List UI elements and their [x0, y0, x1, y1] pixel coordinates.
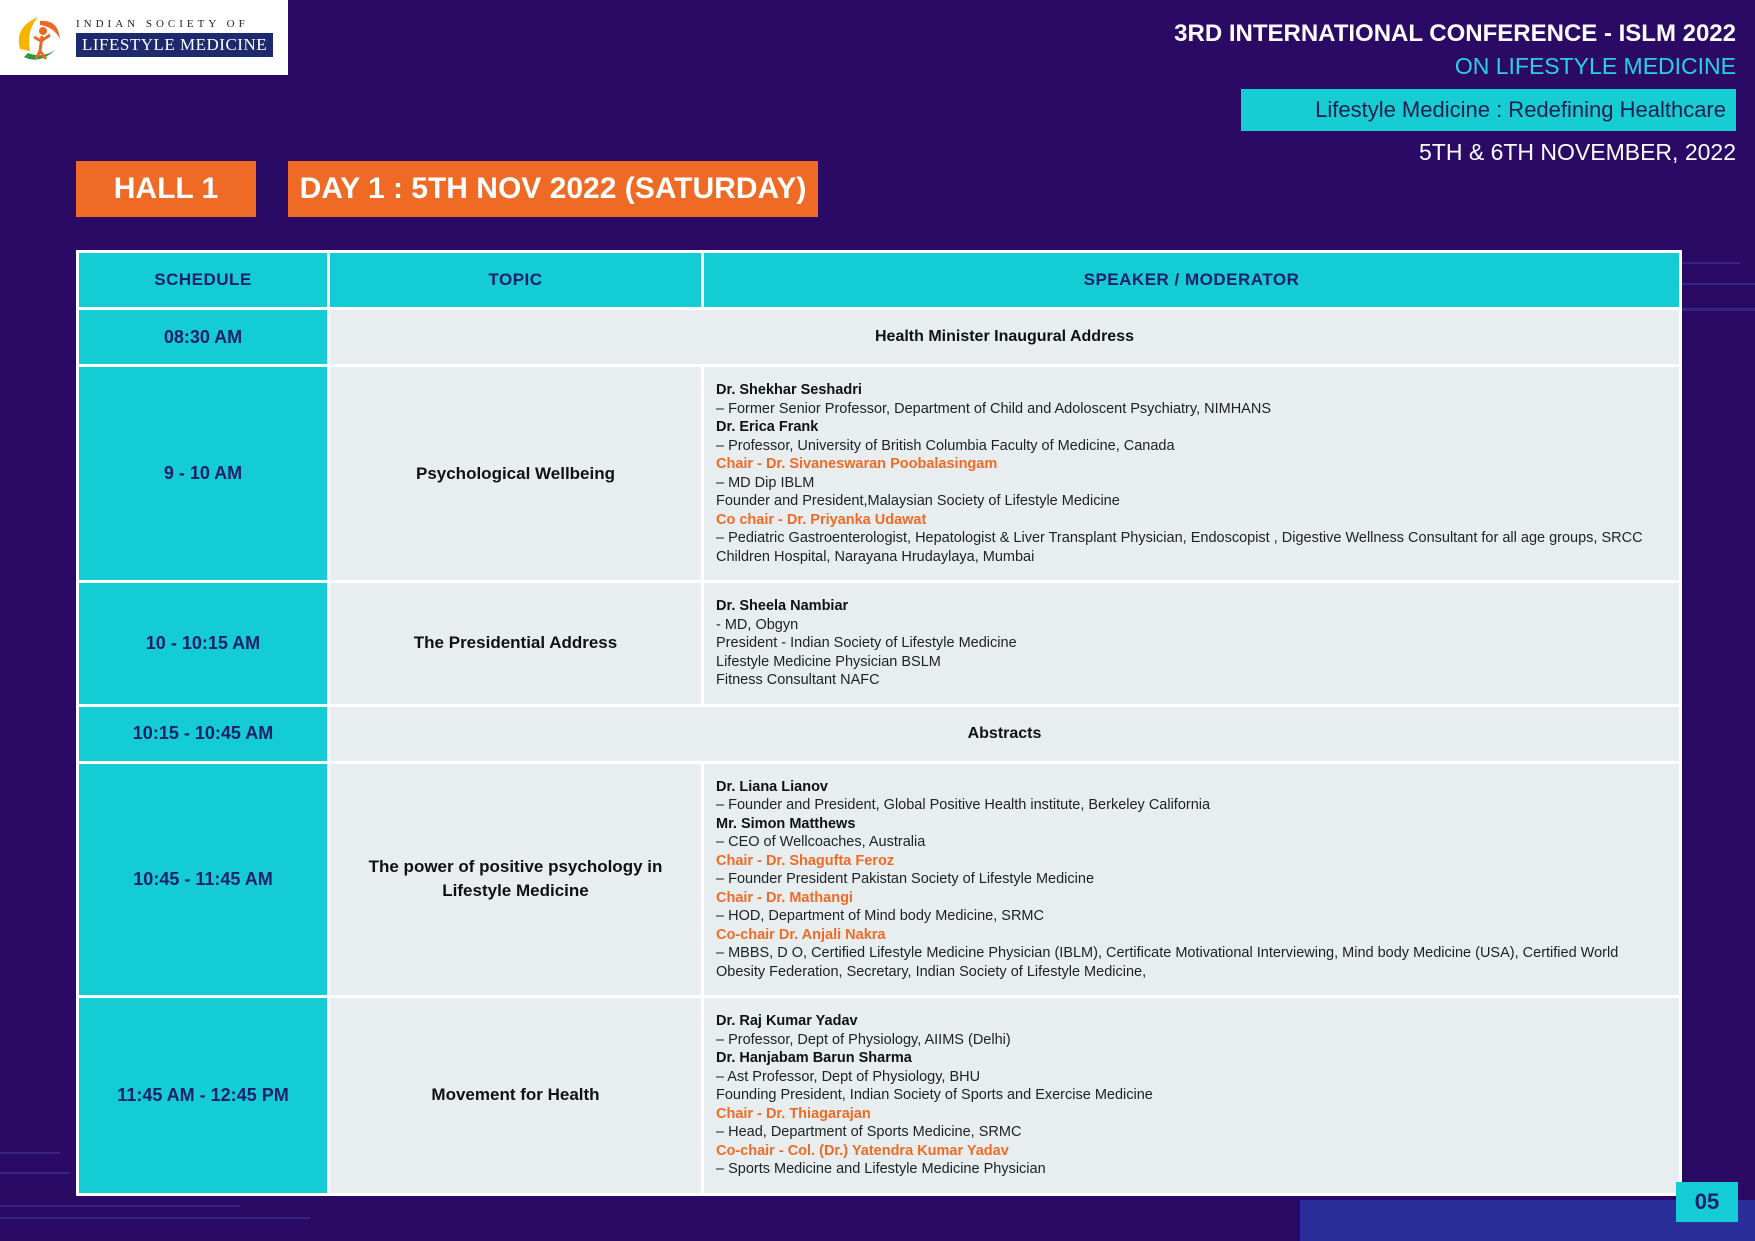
schedule-table: [76, 250, 1682, 1196]
speaker-detail: Founder and President,Malaysian Society of Lifestyle Medicine: [716, 493, 1120, 509]
speaker-detail: – CEO of Wellcoaches, Australia: [716, 834, 926, 850]
speaker-name: Dr. Raj Kumar Yadav: [716, 1013, 858, 1029]
session-title: Health Minister Inaugural Address: [329, 309, 1681, 366]
speaker-detail: – MD Dip IBLM: [716, 474, 815, 491]
speaker-list: [703, 366, 1681, 582]
background-stripe: [0, 1152, 60, 1154]
speaker-name: Dr. Erica Frank: [716, 419, 819, 435]
page-number: 05: [1676, 1182, 1738, 1222]
schedule-time: 10 - 10:15 AM: [78, 582, 329, 706]
background-stripe: [1680, 308, 1755, 311]
background-stripe: [0, 1217, 310, 1219]
speaker-detail: – Former Senior Professor, Department of Child and Adoloscent Psychiatry, NIMHANS: [716, 400, 1271, 417]
chair-name: Co-chair Dr. Anjali Nakra: [716, 926, 886, 943]
speaker-list: [703, 997, 1681, 1195]
table-header-row: [78, 252, 1681, 309]
schedule-body: [78, 309, 1681, 1195]
speaker-detail: – HOD, Department of Mind body Medicine, SRMC: [716, 908, 1044, 924]
speaker-detail: – Sports Medicine and Lifestyle Medicine Physician: [716, 1161, 1046, 1177]
speaker-detail: – Professor, University of British Columbia Faculty of Medicine, Canada: [716, 437, 1175, 454]
chair-name: Chair - Dr. Mathangi: [716, 889, 853, 906]
table-row: [78, 582, 1681, 706]
speaker-detail: Lifestyle Medicine Physician BSLM: [716, 653, 941, 670]
table-row: [78, 997, 1681, 1195]
speaker-detail: – Ast Professor, Dept of Physiology, BHU: [716, 1068, 981, 1085]
logo: [0, 0, 288, 75]
chair-name: Co chair - Dr. Priyanka Udawat: [716, 511, 927, 528]
background-stripe: [1680, 262, 1740, 264]
speaker-detail: President - Indian Society of Lifestyle Medicine: [716, 635, 1017, 651]
tagline-text: Lifestyle Medicine : Redefining Healthcare: [1315, 97, 1726, 122]
speaker-detail: - MD, Obgyn: [716, 616, 799, 633]
hall-badge: HALL 1: [76, 161, 256, 217]
tagline-banner: [1241, 89, 1736, 131]
speaker-name: Dr. Liana Lianov: [716, 778, 828, 795]
session-title: Abstracts: [329, 705, 1681, 762]
background-stripe: [0, 1172, 70, 1174]
chair-name: Co-chair - Col. (Dr.) Yatendra Kumar Yadav: [716, 1142, 1009, 1159]
session-topic: The power of positive psychology in Lifestyle Medicine: [329, 762, 703, 997]
session-topic: The Presidential Address: [329, 582, 703, 706]
logo-top-text: INDIAN SOCIETY OF: [76, 18, 249, 30]
speaker-detail: Fitness Consultant NAFC: [716, 672, 880, 688]
chair-name: Chair - Dr. Shagufta Feroz: [716, 852, 895, 869]
schedule-time: 11:45 AM - 12:45 PM: [78, 997, 329, 1195]
speaker-name: Dr. Sheela Nambiar: [716, 598, 849, 614]
day-badge: DAY 1 : 5TH NOV 2022 (SATURDAY): [288, 161, 818, 217]
speaker-detail: – MBBS, D O, Certified Lifestyle Medicine Physician (IBLM), Certificate Motivational Interviewing, Mind body Medicine (USA), Certified World Obesity Federation, Secretary, Indian Society of Lifestyle Medicine,: [716, 945, 1619, 980]
table-row: [78, 309, 1681, 366]
speaker-name: Dr. Hanjabam Barun Sharma: [716, 1050, 912, 1066]
speaker-detail: – Founder President Pakistan Society of Lifestyle Medicine: [716, 871, 1095, 887]
speaker-detail: – Professor, Dept of Physiology, AIIMS (Delhi): [716, 1031, 1011, 1048]
logo-bottom-text: LIFESTYLE MEDICINE: [76, 33, 273, 57]
schedule-time: 08:30 AM: [78, 309, 329, 366]
schedule-time: 10:45 - 11:45 AM: [78, 762, 329, 997]
conference-title: 3RD INTERNATIONAL CONFERENCE - ISLM 2022: [1174, 20, 1736, 47]
speaker-detail: Founding President, Indian Society of Sports and Exercise Medicine: [716, 1087, 1153, 1103]
speaker-list: [703, 582, 1681, 706]
background-stripe: [0, 1205, 240, 1207]
speaker-detail: – Head, Department of Sports Medicine, SRMC: [716, 1124, 1022, 1140]
table-row: [78, 705, 1681, 762]
chair-name: Chair - Dr. Thiagarajan: [716, 1105, 871, 1122]
speaker-name: Dr. Shekhar Seshadri: [716, 382, 862, 398]
header-schedule: SCHEDULE: [78, 252, 329, 309]
conference-subtitle: ON LIFESTYLE MEDICINE: [1454, 53, 1736, 79]
table-row: [78, 762, 1681, 997]
background-stripe: [1680, 283, 1755, 285]
speaker-list: [703, 762, 1681, 997]
chair-name: Chair - Dr. Sivaneswaran Poobalasingam: [716, 456, 998, 472]
session-topic: Psychological Wellbeing: [329, 366, 703, 582]
schedule-time: 9 - 10 AM: [78, 366, 329, 582]
session-topic: Movement for Health: [329, 997, 703, 1195]
speaker-name: Mr. Simon Matthews: [716, 815, 856, 832]
header-topic: TOPIC: [329, 252, 703, 309]
conference-dates: 5TH & 6TH NOVEMBER, 2022: [1419, 139, 1736, 165]
table-row: [78, 366, 1681, 582]
speaker-detail: – Pediatric Gastroenterologist, Hepatologist & Liver Transplant Physician, Endoscopist , Digestive Wellness Consultant for all age groups, SRCC Children Hospital, Narayana Hrudaylaya, Mumbai: [716, 530, 1643, 565]
speaker-detail: – Founder and President, Global Positive Health institute, Berkeley California: [716, 797, 1211, 813]
logo-emblem-icon: [10, 9, 68, 67]
header-speaker: SPEAKER / MODERATOR: [703, 252, 1681, 309]
schedule-time: 10:15 - 10:45 AM: [78, 705, 329, 762]
